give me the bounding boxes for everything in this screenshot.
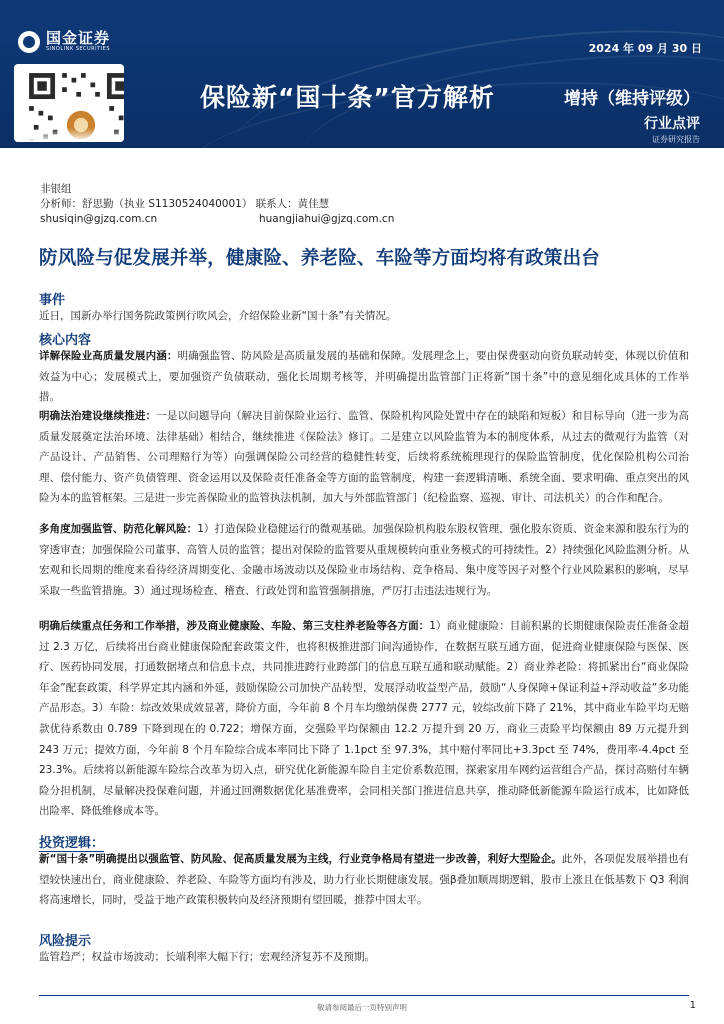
- core-paragraph-3: [39, 519, 689, 601]
- analyst-info: [40, 182, 395, 227]
- report-category: 证券研究报告: [652, 135, 700, 144]
- core-paragraph-2-lead: 明确法治建设继续推进：: [39, 410, 157, 422]
- investment-logic-lead: 新“国十条”明确提出以强监管、防风险、促高质量发展为主线，行业竞争格局有望进一步改善，利好大型险企。: [39, 853, 562, 865]
- page-number: 1: [689, 1000, 696, 1011]
- core-paragraph-4-lead: 明确后续重点任务和工作举措，涉及商业健康险、车险、第三支柱养老险等各方面：: [39, 620, 430, 632]
- event-text: 近日，国新办举行国务院政策例行吹风会，介绍保险业新“国十条”有关情况。: [39, 310, 397, 322]
- section-title-core: 核心内容: [39, 333, 92, 348]
- report-headline: 防风险与促发展并举，健康险、养老险、车险等方面均将有政策出台: [39, 248, 601, 269]
- core-paragraph-4-body: 1）商业健康险：目前积累的长期健康保险责任准备金超过 2.3 万亿，后续将出台商业健康保险配套政策文件，也将积极推进部门间沟通协作，在数据互联互通方面，促进商业健康保险与医保、医疗、医药协同发展，打通数据堵点和信息卡点，共同推进跨行业跨部门的信息互联互通和联动赋能。2）商业养老险：将抓紧出台“商业保险年金”配套政策，科学界定其内涵和外延，鼓励保险公司加快产品转型，发展浮动收益型产品，鼓励“人身保障+保证利益+浮动收益”多功能产品形态。3）车险：综改效果成效显著，降价方面，今年前 8 个月车均缴纳保费 2777 元，较综改前下降了 21%，其中商业车险平均无赔款优待系数由 0.789 下降到现在的 0.722；增保方面，交强险平均保额由 12.2 万提升到 20 万，商业三责险平均保额由 89 万元提升到 243 万元；提效方面，今年前 8 个月车险综合成本率同比下降了 1.1pct 至 97.3%，其中赔付率同比+3.3pct 至 74%，费用率-4.4pct 至 23.3%。后续将以新能源车险综合改革为切入点，研究优化新能源车险自主定价系数范围，探索家用车网约运营组合产品，探讨高赔付车辆险分担机制，尽量解决投保难问题，并通过回溯数据优化基准费率，会同相关部门推进信息共享，推动降低新能源车险运行成本，比如降低出险率、降低维修成本等。: [39, 620, 690, 818]
- footer-divider: [39, 995, 689, 996]
- logo-name-en: SINOLINK SECURITIES: [46, 46, 110, 52]
- footer-disclaimer[interactable]: 敬请参阅最后一页特别声明: [317, 1003, 407, 1012]
- core-paragraph-4: [39, 616, 689, 822]
- report-type: 行业点评: [644, 116, 700, 132]
- section-title-investment-logic: 投资逻辑：: [39, 832, 104, 852]
- core-paragraph-3-body: 1）打造保险业稳健运行的微观基础。加强保险机构股东股权管理，强化股东资质、资金来源和股东行为的穿透审查；加强保险公司董事、高管人员的监管；提出对保险的监管要从重规模转向重业务模式的可持续性。2）持续强化风险监测分析。从宏观和长周期的维度来看待经济周期变化、金融市场波动以及保险业市场结构、竞争格局、集中度等因子对整个行业风险累积的影响，尽早采取一些监管措施。3）通过现场检查、稽查、行政处罚和监管强制措施，严厉打击违法违规行为。: [39, 523, 690, 597]
- core-paragraph-1-lead: 详解保险业高质量发展内涵：: [39, 350, 178, 362]
- sector-group: 非银组: [40, 183, 72, 195]
- core-paragraph-1: [39, 346, 689, 408]
- sinolink-logo: [18, 30, 110, 53]
- core-paragraph-2-body: 一是以问题导向（解决目前保险业运行、监管、保险机构风险处置中存在的缺陷和短板）和目标导向（进一步为高质量发展奠定法治环境、法律基础）相结合，继续推进《保险法》修订。二是建立以风险监管为本的制度体系，从过去的微观行为监管（对产品设计、产品销售、公司理赔行为等）向强调保险公司经营的稳健性转变，后续将系统梳理现行的保险监管制度，优化保险机构公司治理、偿付能力、资产负债管理、资金运用以及保险责任准备金等方面的监管制度，构建一套逻辑清晰、系统全面、要求明确、重点突出的风险为本的监管框架。三是进一步完善保险业的监管执法机制，加大与外部监管部门（纪检监察、巡视、审计、司法机关）的合作和配合。: [39, 410, 690, 505]
- report-date: 2024 年 09 月 30 日: [588, 42, 702, 55]
- section-title-event: 事件: [39, 293, 66, 308]
- logo-name-cn: 国金证券: [46, 29, 111, 47]
- sinolink-logo-icon: [18, 31, 40, 53]
- investment-logic-body: 此外，各项促发展举措也有望较快速出台，商业健康险、养老险、车险等方面均有涉及，助力行业长期健康发展。强β叠加顺周期逻辑，股市上涨且在低基数下 Q3 利润将高速增长，同时，受益于地产政策积极转向及经济预期有望回暖，推荐中国太平。: [39, 853, 689, 907]
- risk-text: 监管趋严；权益市场波动；长端利率大幅下行；宏观经济复苏不及预期。: [39, 951, 375, 963]
- core-paragraph-2: [39, 406, 689, 509]
- report-title: 保险新“国十条”官方解析: [200, 83, 495, 112]
- analyst-line: 分析师：舒思勤（执业 S1130524040001） 联系人：黄佳慧: [40, 198, 330, 210]
- core-paragraph-3-lead: 多角度加强监管、防范化解风险：: [39, 523, 198, 535]
- report-header-banner: [0, 0, 724, 148]
- contact-email[interactable]: huangjiahui@gjzq.com.cn: [259, 213, 395, 225]
- core-paragraph-1-body: 明确强监管、防风险是高质量发展的基础和保障。发展理念上，要由保费驱动向资负联动转变，体现以价值和效益为中心；发展模式上，要加强资产负债联动，强化长周期考核等，并明确提出监管部门正将新“国十条”中的意见细化成具体的工作举措。: [39, 350, 690, 404]
- rating-label: 增持（维持评级）: [564, 89, 700, 109]
- analyst-email[interactable]: shusiqin@gjzq.com.cn: [40, 213, 158, 225]
- investment-logic-paragraph: [39, 849, 689, 911]
- section-title-risk: 风险提示: [39, 934, 92, 949]
- qr-code-card: [14, 64, 124, 142]
